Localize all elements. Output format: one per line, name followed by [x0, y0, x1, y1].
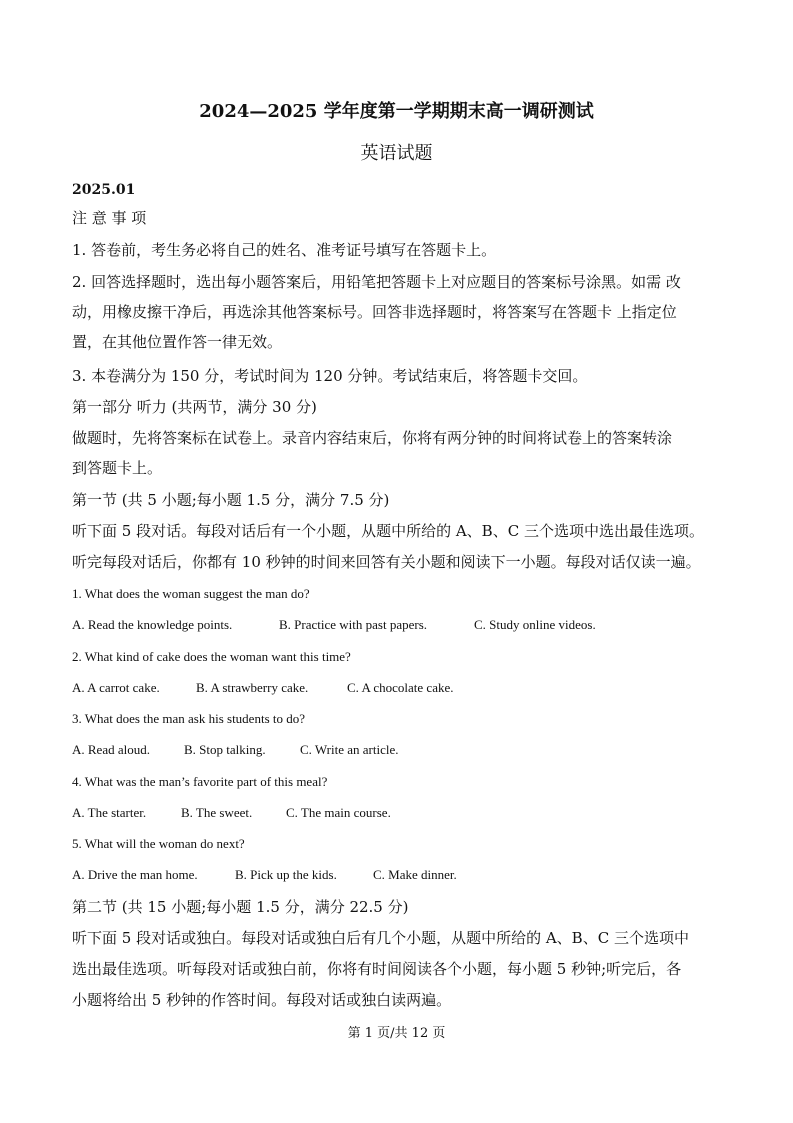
note-item-3: 3. 本卷满分为 150 分，考试时间为 120 分钟。考试结束后，将答题卡交回。: [72, 367, 588, 385]
question-1: 1. What does the woman suggest the man do?: [72, 586, 310, 601]
exam-title: 2024—2025 学年度第一学期期末高一调研测试: [199, 101, 594, 122]
note-item-2-line-2: 动，用橡皮擦干净后，再选涂其他答案标号。回答非选择题时，将答案写在答题卡 上指定位: [72, 303, 677, 321]
question-4-option-b: B. The sweet.: [181, 805, 253, 820]
question-3-option-c: C. Write an article.: [300, 742, 399, 757]
question-5-option-b: B. Pick up the kids.: [235, 867, 337, 882]
notes-heading: 注 意 事 项: [72, 209, 147, 227]
section2-instruction-line-3: 小题将给出 5 秒钟的作答时间。每段对话或独白读两遍。: [72, 991, 452, 1009]
question-5-option-a: A. Drive the man home.: [72, 867, 198, 882]
question-3-option-a: A. Read aloud.: [72, 742, 150, 757]
exam-date: 2025.01: [72, 182, 136, 198]
question-5: 5. What will the woman do next?: [72, 836, 245, 851]
question-2-option-a: A. A carrot cake.: [72, 680, 160, 695]
question-2: 2. What kind of cake does the woman want this time?: [72, 649, 351, 664]
question-3: 3. What does the man ask his students to do?: [72, 711, 306, 726]
question-3-option-b: B. Stop talking.: [184, 742, 266, 757]
section1-instruction-line-1: 听下面 5 段对话。每段对话后有一个小题，从题中所给的 A、B、C 三个选项中选出最佳选项。: [72, 522, 704, 540]
question-2-option-b: B. A strawberry cake.: [196, 680, 309, 695]
section2-instruction-line-2: 选出最佳选项。听每段对话或独白前，你将有时间阅读各个小题，每小题 5 秒钟;听完后，各: [72, 960, 682, 978]
note-item-1: 1. 答卷前，考生务必将自己的姓名、准考证号填写在答题卡上。: [72, 241, 497, 259]
note-item-2-line-3: 置，在其他位置作答一律无效。: [72, 333, 283, 351]
section2-heading: 第二节 (共 15 小题;每小题 1.5 分，满分 22.5 分): [72, 898, 409, 916]
part1-heading: 第一部分 听力 (共两节，满分 30 分): [72, 398, 317, 416]
section1-heading: 第一节 (共 5 小题;每小题 1.5 分，满分 7.5 分): [72, 491, 390, 509]
section1-instruction-line-2: 听完每段对话后，你都有 10 秒钟的时间来回答有关小题和阅读下一小题。每段对话仅读一遍。: [72, 553, 701, 571]
page-footer: 第 1 页/共 12 页: [347, 1026, 446, 1041]
question-4-option-a: A. The starter.: [72, 805, 147, 820]
question-5-option-c: C. Make dinner.: [373, 867, 457, 882]
part1-instruction-line-2: 到答题卡上。: [72, 459, 163, 477]
section2-instruction-line-1: 听下面 5 段对话或独白。每段对话或独白后有几个小题，从题中所给的 A、B、C 三个选项中: [72, 929, 689, 947]
question-4-option-c: C. The main course.: [286, 805, 391, 820]
question-2-option-c: C. A chocolate cake.: [347, 680, 454, 695]
part1-instruction-line-1: 做题时，先将答案标在试卷上。录音内容结束后，你将有两分钟的时间将试卷上的答案转涂: [72, 429, 673, 447]
note-item-2-line-1: 2. 回答选择题时，选出每小题答案后，用铅笔把答题卡上对应题目的答案标号涂黑。如需 改: [72, 273, 681, 291]
question-1-option-b: B. Practice with past papers.: [279, 617, 428, 632]
question-1-option-c: C. Study online videos.: [474, 617, 596, 632]
question-4: 4. What was the man’s favorite part of this meal?: [72, 774, 328, 789]
exam-subtitle: 英语试题: [360, 143, 433, 164]
question-1-option-a: A. Read the knowledge points.: [72, 617, 233, 632]
